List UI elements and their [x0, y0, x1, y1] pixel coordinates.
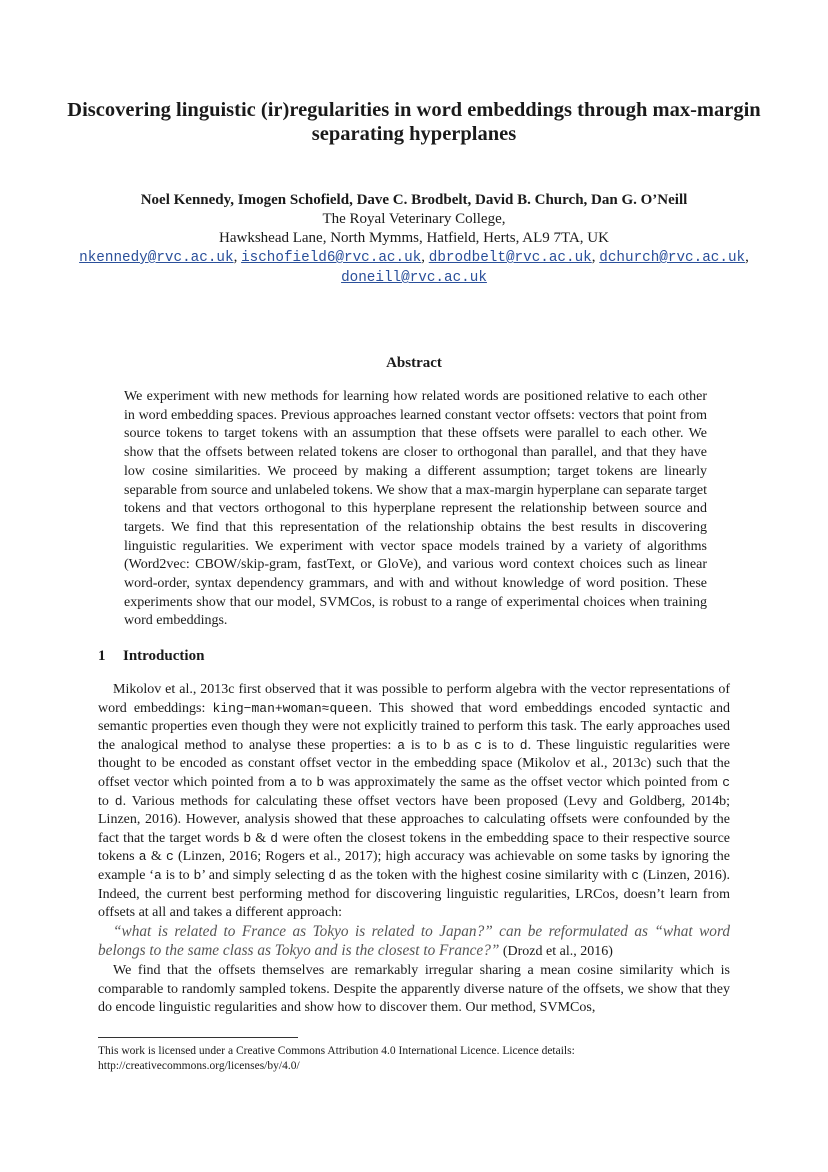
footnote-license: This work is licensed under a Creative Commons Attribution 4.0 International Licence. Licence details: — [98, 1045, 575, 1057]
section-number: 1 — [98, 648, 106, 664]
address: Hawkshead Lane, North Mymms, Hatfield, Herts, AL9 7TA, UK — [219, 230, 609, 246]
abstract-heading: Abstract — [386, 355, 442, 371]
intro-paragraph-2: We find that the offsets themselves are remarkably irregular sharing a mean cosine similarity which is comparable to randomly sampled tokens. Despite the apparently diverse nature of the offsets, we show that they do encode linguistic regularities and show how to discover them. Our method, SVMCos, — [98, 962, 730, 1016]
email-link[interactable]: dbrodbelt@rvc.ac.uk — [428, 250, 592, 266]
introduction-body — [98, 681, 730, 1018]
footnote-url[interactable]: http://creativecommons.org/licenses/by/4.0/ — [98, 1060, 300, 1072]
email-link[interactable]: nkennedy@rvc.ac.uk — [79, 250, 234, 266]
email-link[interactable]: doneill@rvc.ac.uk — [341, 270, 487, 286]
intro-paragraph-1: Mikolov et al., 2013c first observed that it was possible to perform algebra with the vector representations of word embeddings: king−man+woman≈queen. This showed that word embeddings encoded syntactic and semantic properties even though they were not explicitly trained to perform this task. The early approaches used the analogical method to analyse these properties: a is to b as c is to d. These linguistic regularities were thought to be encoded as constant offset vector in the embedding space (Mikolov et al., 2013c) such that the offset vector which pointed from a to b was approximately the same as the offset vector which pointed from c to d. Various methods for calculating these offset vectors have been proposed (Levy and Goldberg, 2014b; Linzen, 2016). However, analysis showed that these approaches to calculating offsets were confounded by the fact that the target words b & d were often the closest tokens in the embedding space to their respective source tokens a & c (Linzen, 2016; Rogers et al., 2017); high accuracy was achievable on some tasks by ignoring the example ‘a is to b’ and simply selecting d as the token with the highest cosine similarity with c (Linzen, 2016). Indeed, the current best performing method for discovering linguistic regularities, LRCos, doesn’t learn from offsets at all and takes a different approach: — [98, 682, 731, 921]
quote-text: “what is related to France as Tokyo is related to Japan?” can be reformulated as “what word belongs to the same class as Tokyo and is the closest to France?” — [98, 922, 730, 960]
abstract-text: We experiment with new methods for learning how related words are positioned relative to each other in word embedding spaces. Previous approaches learned constant vector offsets: vectors that point from source tokens to target tokens with an assumption that these offsets were parallel to each other. We show that the offsets between related tokens are closer to orthogonal than parallel, and that they have low cosine similarities. We proceed by making a different assumption; target tokens are linearly separable from source and unlabeled tokens. We show that a max-margin hyperplane can separate target tokens and that vectors orthogonal to this hyperplane represent the relationship between source and targets. We find that this representation of the relationship obtains the best results in discovering linguistic regularities. We experiment with vector space models trained by a variety of algorithms (Word2vec: CBOW/skip-gram, fastText, or GloVe), and various word context choices such as linear word-order, syntax dependency grammars, and with and without knowledge of word position. These experiments show that our model, SVMCos, is robust to a range of experimental choices when training word embeddings. — [124, 389, 707, 629]
email-list: nkennedy@rvc.ac.uk, ischofield6@rvc.ac.uk, dbrodbelt@rvc.ac.uk, dchurch@rvc.ac.uk, doneill@rvc.ac.uk — [79, 249, 749, 286]
footnote — [98, 1044, 730, 1074]
section-title: Introduction — [123, 648, 205, 664]
paper-title: Discovering linguistic (ir)regularities in word embeddings through max-margin separating hyperplanes — [67, 99, 761, 145]
quote-paragraph — [98, 923, 730, 962]
author-block — [60, 191, 768, 288]
quote-citation: (Drozd et al., 2016) — [499, 944, 613, 960]
email-link[interactable]: dchurch@rvc.ac.uk — [599, 250, 746, 266]
section-heading — [98, 648, 204, 665]
institution: The Royal Veterinary College, — [322, 211, 506, 227]
email-link[interactable]: ischofield6@rvc.ac.uk — [241, 250, 422, 266]
author-names: Noel Kennedy, Imogen Schofield, Dave C. Brodbelt, David B. Church, Dan G. O’Neill — [140, 192, 688, 208]
footnote-rule — [98, 1037, 298, 1038]
